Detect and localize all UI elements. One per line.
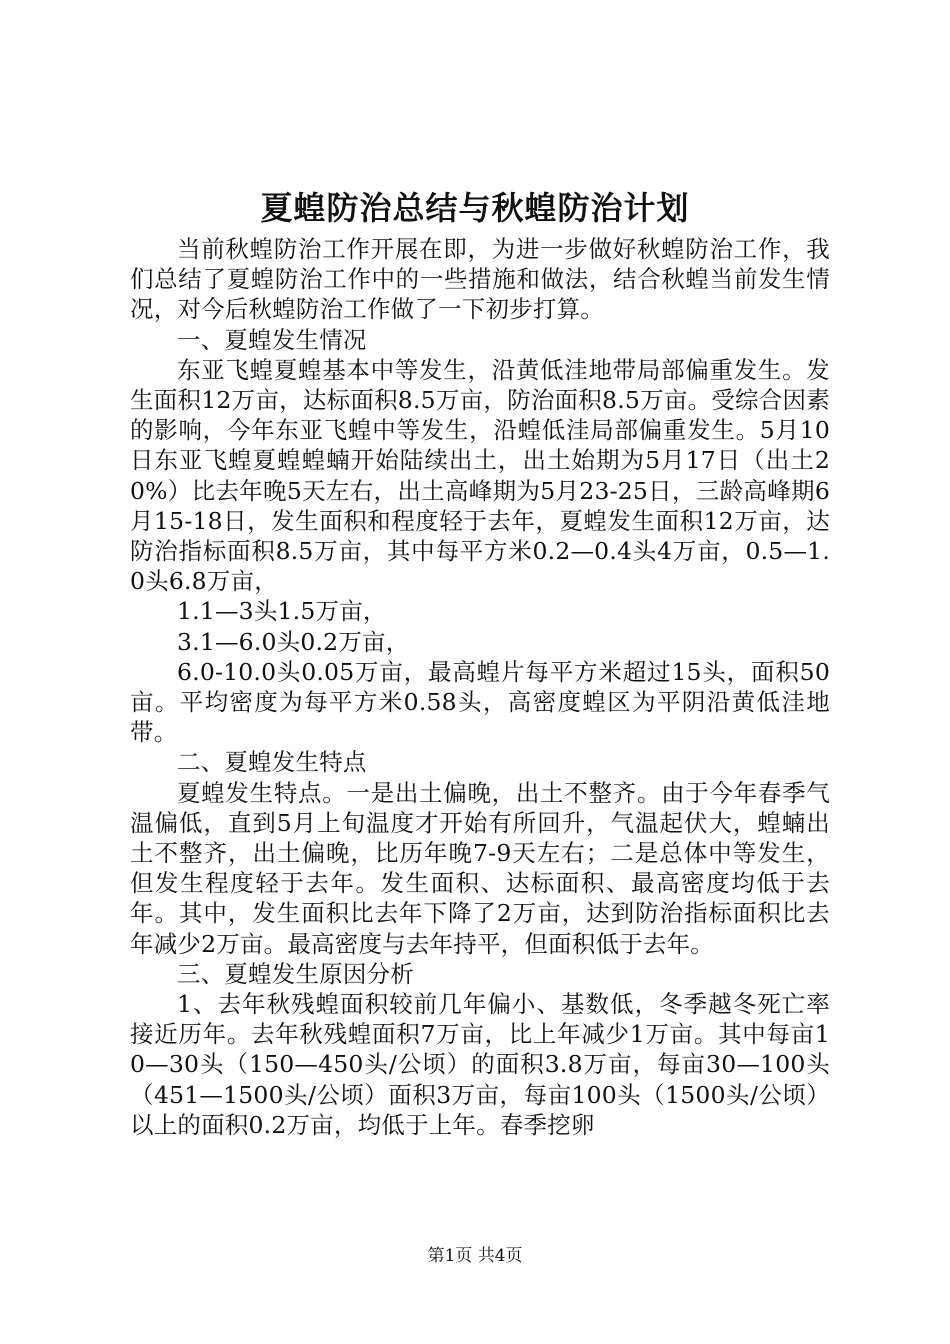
- paragraph-density-2: 3.1—6.0头0.2万亩，: [177, 627, 410, 656]
- paragraph-density-3: 6.0-10.0头0.05万亩，最高蝗片每平方米超过15头，面积50亩。平均密度为每平方米0.58头，高密度蝗区为平阴沿黄低洼地带。: [130, 657, 830, 747]
- document-body: [130, 234, 830, 1140]
- paragraph-cause-1: 1、去年秋残蝗面积较前几年偏小、基数低，冬季越冬死亡率接近历年。去年秋残蝗面积7万亩，比上年减少1万亩。其中每亩10—30头（150—450头/公顷）的面积3.8万亩，每亩30—100头（451—1500头/公顷）面积3万亩，每亩100头（1500头/公顷）以上的面积0.2万亩，均低于上年。春季挖卵: [130, 990, 830, 1139]
- section-heading-3: 三、夏蝗发生原因分析: [177, 959, 414, 988]
- section-heading-2: 二、夏蝗发生特点: [177, 748, 367, 777]
- paragraph-characteristics: 夏蝗发生特点。一是出土偏晚，出土不整齐。由于今年春季气温偏低，直到5月上旬温度才开始有所回升，气温起伏大，蝗蝻出土不整齐，出土偏晚，比历年晚7-9天左右；二是总体中等发生，但发生程度轻于去年。发生面积、达标面积、最高密度均低于去年。其中，发生面积比去年下降了2万亩，达到防治指标面积比去年减少2万亩。最高密度与去年持平，但面积低于去年。: [130, 778, 830, 958]
- paragraph-intro: 当前秋蝗防治工作开展在即，为进一步做好秋蝗防治工作，我们总结了夏蝗防治工作中的一些措施和做法，结合秋蝗当前发生情况，对今后秋蝗防治工作做了一下初步打算。: [130, 235, 830, 324]
- paragraph-density-1: 1.1—3头1.5万亩，: [177, 597, 387, 626]
- section-heading-1: 一、夏蝗发生情况: [177, 325, 367, 354]
- page-footer: 第1页 共4页: [427, 1246, 523, 1266]
- document-title: 夏蝗防治总结与秋蝗防治计划: [260, 189, 690, 227]
- paragraph-summer-occurrence: 东亚飞蝗夏蝗基本中等发生，沿黄低洼地带局部偏重发生。发生面积12万亩，达标面积8.5万亩，防治面积8.5万亩。受综合因素的影响，今年东亚飞蝗中等发生，沿蝗低洼局部偏重发生。5月10日东亚飞蝗夏蝗蝗蝻开始陆续出土，出土始期为5月17日（出土20%）比去年晚5天左右，出土高峰期为5月23-25日，三龄高峰期6月15-18日，发生面积和程度轻于去年，夏蝗发生面积12万亩，达防治指标面积8.5万亩，其中每平方米0.2—0.4头4万亩，0.5—1.0头6.8万亩，: [130, 355, 830, 596]
